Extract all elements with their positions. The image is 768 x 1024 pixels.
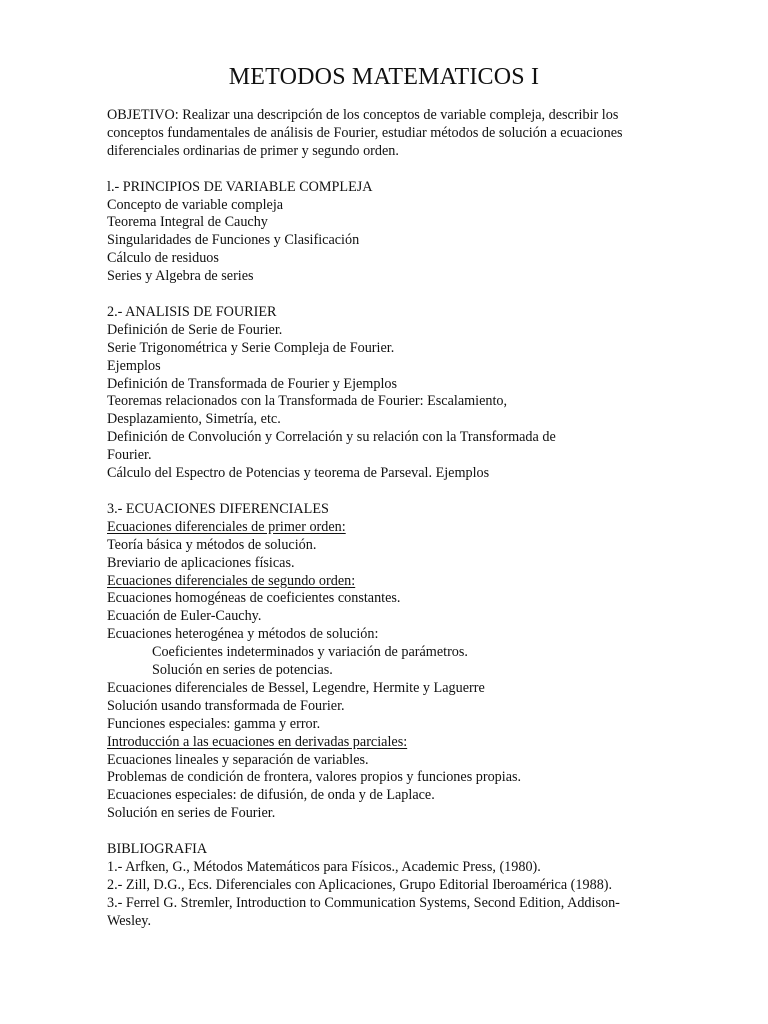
document-title: METODOS MATEMATICOS I <box>228 64 540 90</box>
section-3-item: Ecuación de Euler-Cauchy. <box>107 608 262 625</box>
section-3-item: Problemas de condición de frontera, valores propios y funciones propias. <box>107 769 522 786</box>
section-3-item: Ecuaciones homogéneas de coeficientes constantes. <box>107 590 401 607</box>
section-1 <box>107 179 667 286</box>
section-3-item: Ecuaciones lineales y separación de variables. <box>107 751 369 768</box>
section-3-heading: 3.- ECUACIONES DIFERENCIALES <box>107 500 329 517</box>
section-1-heading: l.- PRINCIPIOS DE VARIABLE COMPLEJA <box>107 178 373 195</box>
objective-line: conceptos fundamentales de análisis de Fourier, estudiar métodos de solución a ecuaciones <box>107 124 623 141</box>
bibliography <box>107 841 667 931</box>
objective-line: diferenciales ordinarias de primer y segundo orden. <box>107 142 399 159</box>
section-2-item: Fourier. <box>107 447 152 464</box>
objective-paragraph <box>107 107 667 161</box>
section-2-item: Definición de Transformada de Fourier y Ejemplos <box>107 375 397 392</box>
bibliography-heading: BIBLIOGRAFIA <box>107 841 208 858</box>
section-1-item: Teorema Integral de Cauchy <box>107 214 268 231</box>
section-1-item: Singularidades de Funciones y Clasificación <box>107 232 360 249</box>
section-2 <box>107 304 667 483</box>
section-3-item: Breviario de aplicaciones físicas. <box>107 554 295 571</box>
section-2-item: Definición de Convolución y Correlación y su relación con la Transformada de <box>107 429 556 446</box>
section-3-item: Teoría básica y métodos de solución. <box>107 536 317 553</box>
section-3-subheading-pde: Introducción a las ecuaciones en derivadas parciales: <box>107 733 408 750</box>
section-3-indented-item: Coeficientes indeterminados y variación de parámetros. <box>152 644 468 661</box>
bibliography-item: 1.- Arfken, G., Métodos Matemáticos para Físicos., Academic Press, (1980). <box>107 859 541 875</box>
section-3 <box>107 501 667 823</box>
section-3-item: Funciones especiales: gamma y error. <box>107 715 321 732</box>
section-3-item: Solución usando transformada de Fourier. <box>107 697 345 714</box>
section-3-subheading-second-order: Ecuaciones diferenciales de segundo orden: <box>107 572 356 589</box>
section-2-item: Desplazamiento, Simetría, etc. <box>107 411 281 428</box>
section-1-item: Series y Algebra de series <box>107 268 254 285</box>
section-3-item: Ecuaciones diferenciales de Bessel, Legendre, Hermite y Laguerre <box>107 679 485 696</box>
bibliography-item: 3.- Ferrel G. Stremler, Introduction to Communication Systems, Second Edition, Addison- <box>107 894 620 911</box>
document-body <box>107 107 667 931</box>
section-2-item: Teoremas relacionados con la Transformada de Fourier: Escalamiento, <box>107 393 508 410</box>
section-2-item: Cálculo del Espectro de Potencias y teorema de Parseval. Ejemplos <box>107 465 490 482</box>
section-2-item: Definición de Serie de Fourier. <box>107 321 283 338</box>
section-3-item: Ecuaciones heterogénea y métodos de solución: <box>107 626 379 643</box>
section-3-indented-item: Solución en series de potencias. <box>152 662 333 679</box>
section-2-item: Ejemplos <box>107 357 161 374</box>
section-3-item: Solución en series de Fourier. <box>107 805 276 822</box>
bibliography-item: Wesley. <box>107 912 152 929</box>
section-1-item: Cálculo de residuos <box>107 250 219 267</box>
section-2-heading: 2.- ANALISIS DE FOURIER <box>107 303 277 320</box>
objective-line: OBJETIVO: Realizar una descripción de los conceptos de variable compleja, describir los <box>107 107 619 123</box>
section-3-item: Ecuaciones especiales: de difusión, de onda y de Laplace. <box>107 787 435 804</box>
section-2-item: Serie Trigonométrica y Serie Compleja de Fourier. <box>107 339 395 356</box>
section-1-item: Concepto de variable compleja <box>107 196 284 213</box>
section-3-subheading-first-order: Ecuaciones diferenciales de primer orden: <box>107 518 346 535</box>
bibliography-item: 2.- Zill, D.G., Ecs. Diferenciales con Aplicaciones, Grupo Editorial Iberoamérica (1988). <box>107 876 613 893</box>
